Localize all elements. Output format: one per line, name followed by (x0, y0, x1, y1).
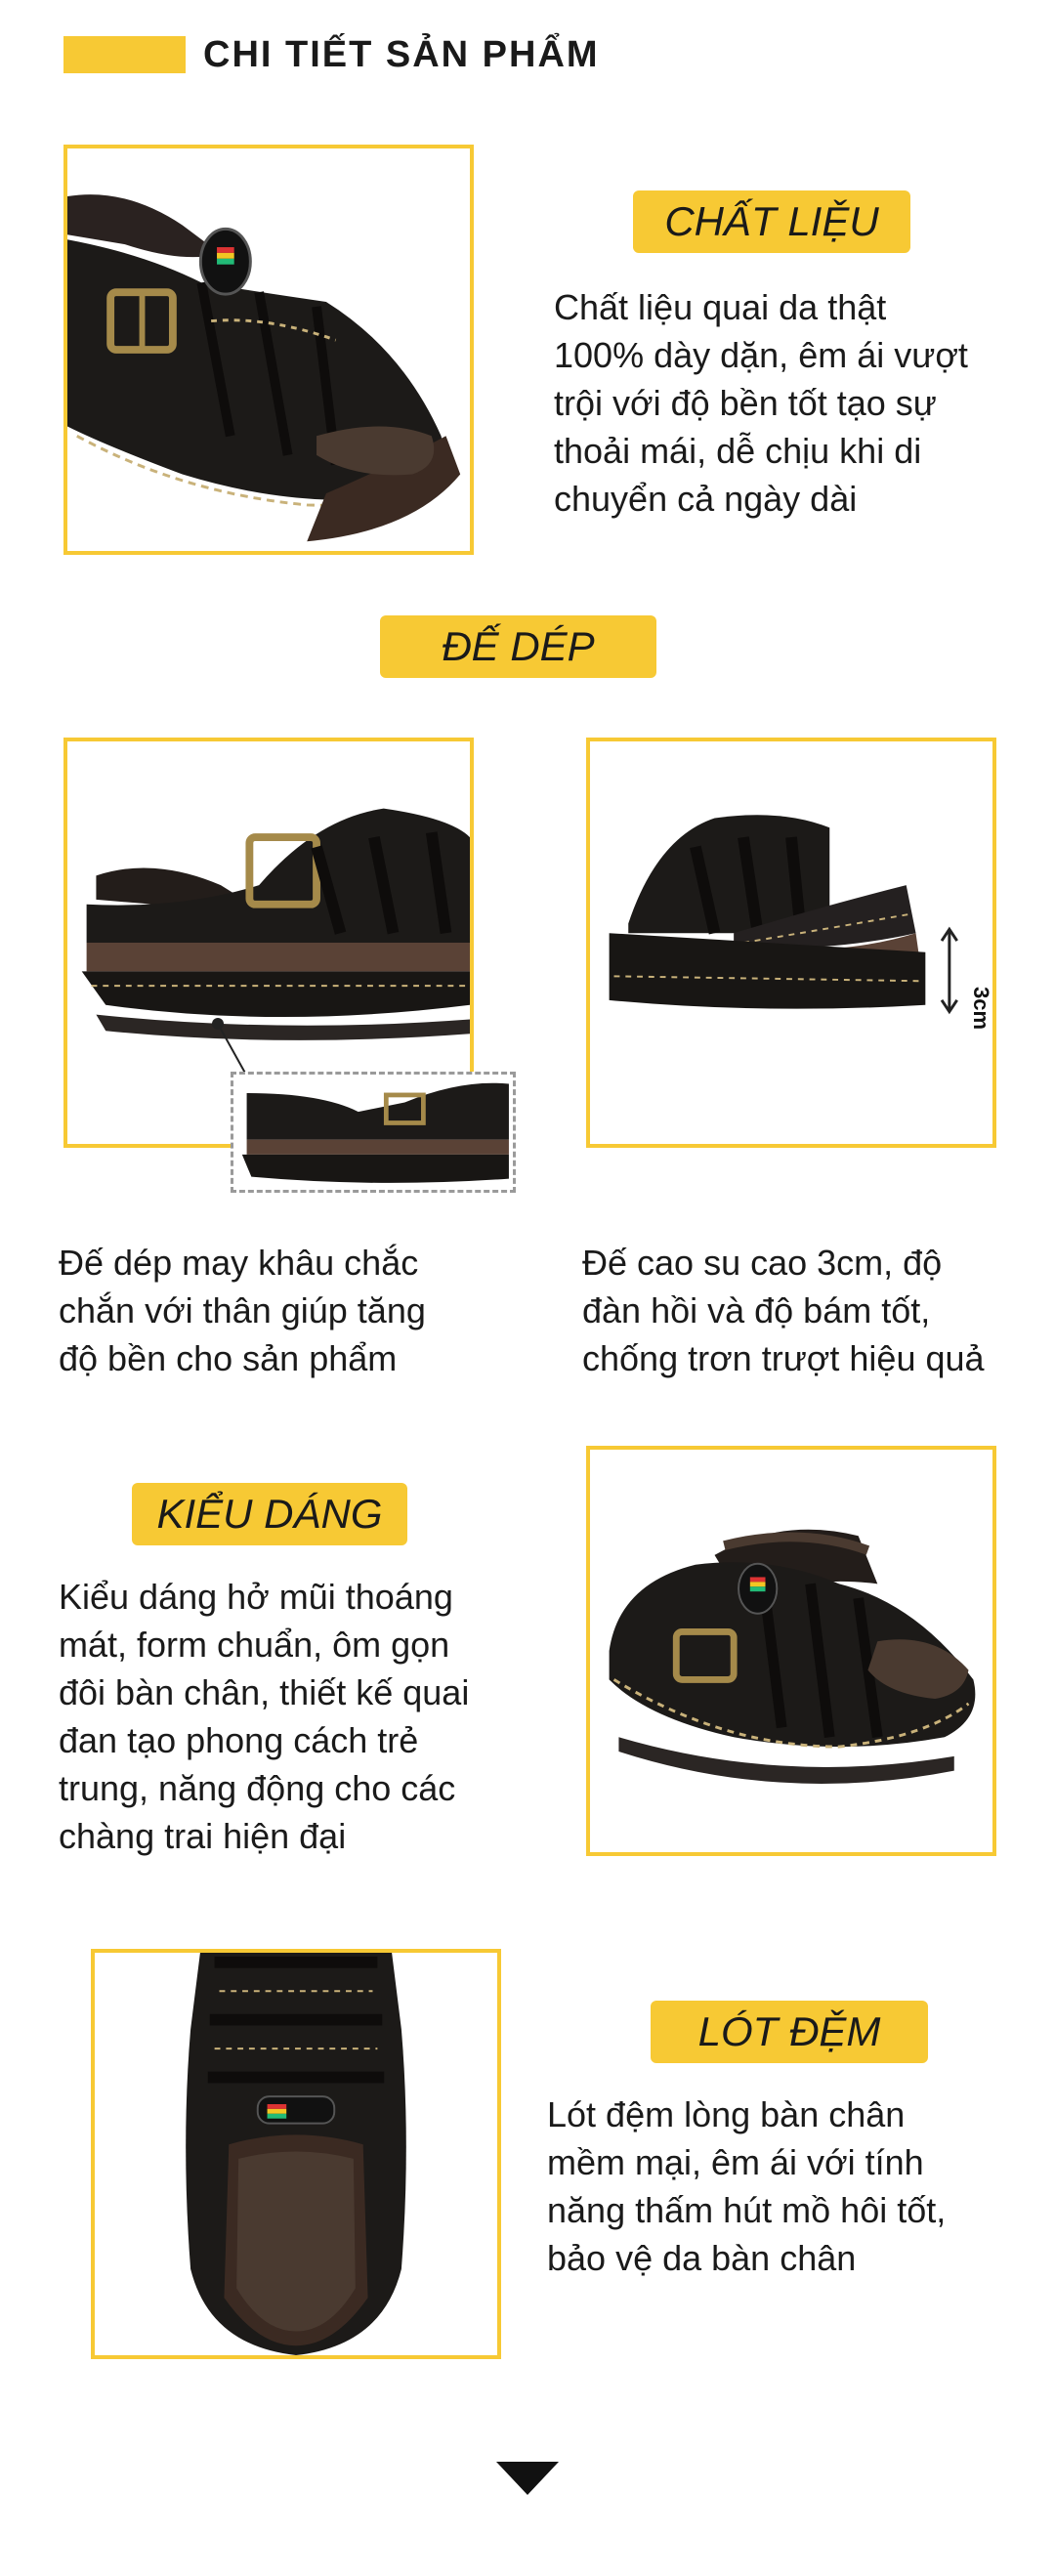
header-accent-bar (63, 36, 186, 73)
material-photo (63, 145, 474, 555)
style-photo (586, 1446, 996, 1856)
material-description: Chất liệu quai da thật 100% dày dặn, êm ái vượt trội với độ bền tốt tạo sự thoải mái, dễ chịu khi di chuyển cả ngày dài (554, 287, 968, 519)
tag-style: KIỂU DÁNG (132, 1483, 407, 1545)
insole-photo (91, 1949, 501, 2359)
sole-right-description: Đế cao su cao 3cm, độ đàn hồi và độ bám tốt, chống trơn trượt hiệu quả (582, 1243, 985, 1378)
tag-sole: ĐẾ DÉP (380, 615, 656, 678)
tag-material: CHẤT LIỆU (633, 190, 910, 253)
sole-height-label: 3cm (969, 986, 993, 1031)
insole-description: Lót đệm lòng bàn chân mềm mại, êm ái với tính năng thấm hút mồ hôi tốt, bảo vệ da bàn chân (547, 2094, 947, 2278)
page-title: CHI TIẾT SẢN PHẨM (203, 34, 600, 75)
sole-height-photo (586, 738, 996, 1148)
sole-left-description: Đế dép may khâu chắc chắn với thân giúp tăng độ bền cho sản phẩm (59, 1243, 426, 1378)
style-description: Kiểu dáng hở mũi thoáng mát, form chuẩn, ôm gọn đôi bàn chân, thiết kế quai đan tạo phong cách trẻ trung, năng động cho các chàng trai hiện đại (59, 1577, 470, 1856)
tag-insole: LÓT ĐỆM (651, 2001, 928, 2063)
triangle-down-icon[interactable] (496, 2462, 559, 2495)
sole-zoom-inset (231, 1072, 516, 1193)
